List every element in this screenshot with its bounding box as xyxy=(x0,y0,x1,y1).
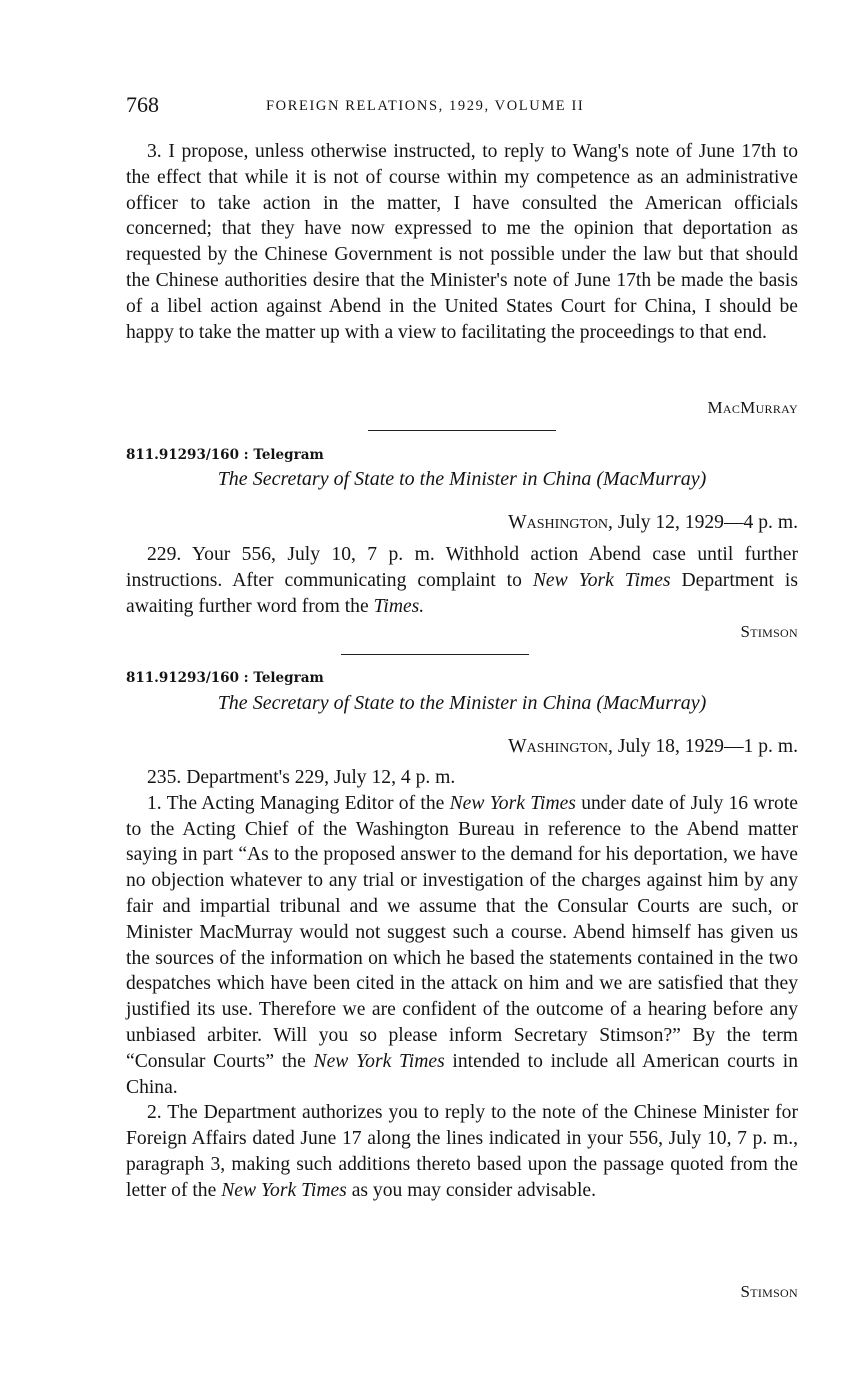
doc3-paragraph-2 xyxy=(126,1100,798,1203)
doc3-body xyxy=(126,765,798,1204)
doc2-file-number: 811.91293/160 : Telegram xyxy=(126,447,324,463)
doc3-dateline xyxy=(126,736,798,758)
doc3-p1-text-a: 1. The Acting Managing Editor of the xyxy=(147,792,450,814)
page-number: 768 xyxy=(126,92,159,117)
running-head: FOREIGN RELATIONS, 1929, VOLUME II xyxy=(266,98,585,114)
doc3-dateline-place: Washington xyxy=(508,736,609,757)
separator-rule xyxy=(368,430,556,431)
doc2-body xyxy=(126,542,798,619)
separator-rule xyxy=(341,654,529,655)
doc2-p1-times: Times. xyxy=(373,595,425,617)
doc2-p1-text-b: Department is awaiting further word from the xyxy=(126,569,798,617)
doc2-p1-nyt: New York Times xyxy=(532,569,671,591)
doc3-p1-nyt-1: New York Times xyxy=(449,792,576,814)
doc3-title-recipient: (MacMurray) xyxy=(596,692,707,714)
doc2-paragraph xyxy=(126,542,798,619)
doc2-dateline-date: , July 12, 1929—4 p. m. xyxy=(608,512,798,533)
doc3-title xyxy=(126,692,798,715)
doc3-title-main: The Secretary of State to the Minister in China xyxy=(217,692,592,714)
doc1-body xyxy=(126,139,798,345)
doc3-dateline-date: , July 18, 1929—1 p. m. xyxy=(608,736,798,757)
doc2-dateline-place: Washington xyxy=(508,512,609,533)
doc3-p1-text-c: intended to include all American courts in China. xyxy=(126,1050,798,1098)
doc3-signature: Stimson xyxy=(740,1282,798,1301)
doc2-dateline xyxy=(126,512,798,534)
doc2-title-main: The Secretary of State to the Minister in China xyxy=(217,468,592,490)
page-header xyxy=(126,92,798,122)
doc3-p2-nyt: New York Times xyxy=(221,1179,347,1201)
doc2-p1-text-a: 229. Your 556, July 10, 7 p. m. Withhold action Abend case until further instructions. After communicating complaint to xyxy=(126,544,798,591)
doc3-file-number: 811.91293/160 : Telegram xyxy=(126,670,324,686)
doc1-signature: MacMurray xyxy=(707,398,798,417)
doc2-signature: Stimson xyxy=(740,622,798,641)
doc3-paragraph-1 xyxy=(126,791,798,1101)
doc3-p1-text-b: under date of July 16 wrote to the Acting Chief of the Washington Bureau in reference to the Abend matter saying in part “As to the proposed answer to the demand for his deportation, we have no objection whatever to any trial or investigation of the charges against him by any fair and impartial tribunal and we assume that the Consular Courts are such, or Minister MacMurray would not suggest such a course. Abend himself has given us the sources of the information on which he based the statements contained in the two despatches which have been cited in the attack on him and we are satisfied that they justified its use. Therefore we are confident of the outcome of a hearing before any unbiased arbiter. Will you so please inform Secretary Stimson?” By the term “Consular Courts” the xyxy=(126,792,798,1072)
doc2-title-recipient: (MacMurray) xyxy=(596,468,707,490)
doc1-paragraph: 3. I propose, unless otherwise instructed, to reply to Wang's note of June 17th to the effect that while it is not of course within my competence as an administrative officer to take action in the matter, I have consulted the American officials concerned; that they have now expressed to me the opinion that deportation as requested by the Chinese Government is not possible under the law but that should the Chinese authorities desire that the Minister's note of June 17th be made the basis of a libel action against Abend in the United States Court for China, I should be happy to take the matter up with a view to facilitating the proceedings to that end. xyxy=(126,141,798,343)
doc3-p2-text-a: 2. The Department authorizes you to reply to the note of the Chinese Minister for Foreign Affairs dated June 17 along the lines indicated in your 556, July 10, 7 p. m., paragraph 3, making such additions thereto based upon the passage quoted from the letter of the xyxy=(126,1102,798,1201)
doc3-paragraph-0: 235. Department's 229, July 12, 4 p. m. xyxy=(147,767,456,788)
doc2-title xyxy=(126,468,798,491)
doc3-p1-nyt-2: New York Times xyxy=(313,1050,445,1072)
doc3-p2-text-b: as you may consider advisable. xyxy=(346,1179,597,1201)
